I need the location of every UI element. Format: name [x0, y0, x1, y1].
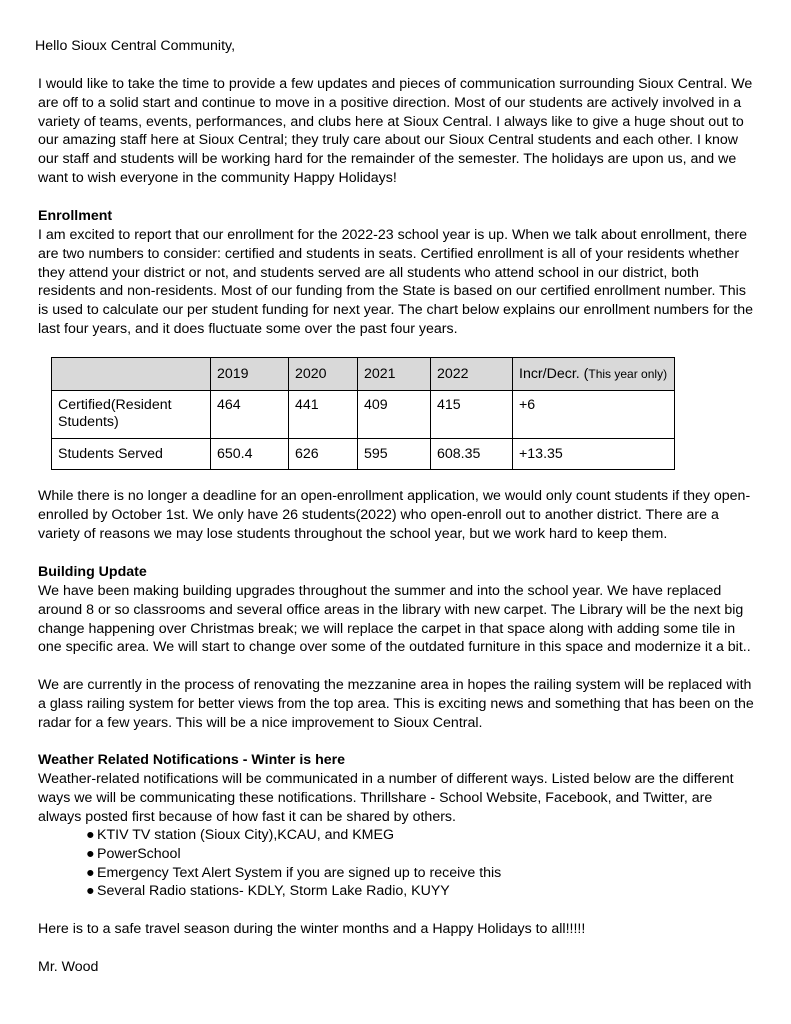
table-cell: +13.35 [513, 439, 675, 470]
table-cell: 441 [289, 391, 358, 439]
list-item [86, 882, 686, 901]
enrollment-paragraph: I am excited to report that our enrollment for the 2022-23 school year is up. When we talk about enrollment, there are two numbers to consider: certified and students in seats. Certified enrollment is all of your residents whether they attend your district or not, and students served are all students who attend school in our district, both residents and non-residents. Most of our funding from the State is based on our certified enrollment number. This is used to calculate our per student funding for next year. The chart below explains our enrollment numbers for the last four years, and it does fluctuate some over the past four years. [38, 227, 754, 337]
enrollment-heading: Enrollment [38, 208, 113, 224]
table-header-cell: 2022 [431, 358, 513, 391]
table-row-label: Certified(Resident Students) [52, 391, 211, 439]
building-paragraph: We have been making building upgrades throughout the summer and into the school year. We have replaced around 8 or so classrooms and several office areas in the library with new carpet. The Library will be the next big change happening over Christmas break; we will replace the carpet in that space along with adding some tile in one specific area. We will start to change over some of the outdated furniture in this space and modernize it a bit.. [38, 583, 751, 656]
table-cell: +6 [513, 391, 675, 439]
table-cell: 595 [358, 439, 431, 470]
list-item [86, 845, 686, 864]
list-item-text: KTIV TV station (Sioux City),KCAU, and KMEG [97, 827, 394, 843]
table-row [52, 439, 675, 470]
building-heading: Building Update [38, 564, 147, 580]
bullet-icon: ● [86, 864, 95, 881]
list-item [86, 864, 686, 883]
weather-paragraph: Weather-related notifications will be communicated in a number of different ways. Listed below are the different ways we will be communicating these notifications. Thrillshare - School Website, Facebook, and Twitter, are always posted first because of how fast it can be shared by others. [38, 771, 734, 825]
signature: Mr. Wood [38, 959, 99, 975]
table-header-row [52, 358, 675, 391]
table-row [52, 391, 675, 439]
notification-list [86, 826, 686, 901]
table-cell: 464 [211, 391, 289, 439]
bullet-icon: ● [86, 883, 95, 900]
table-header-cell [513, 358, 675, 391]
greeting: Hello Sioux Central Community, [35, 38, 236, 54]
list-item-text: PowerSchool [97, 845, 181, 862]
table-row-label: Students Served [52, 439, 211, 470]
list-item-text: Emergency Text Alert System if you are signed up to receive this [97, 864, 502, 881]
table-cell: 626 [289, 439, 358, 470]
closing-paragraph: Here is to a safe travel season during the winter months and a Happy Holidays to all!!!!! [38, 921, 586, 937]
table-header-cell: 2019 [211, 358, 289, 391]
bullet-icon: ● [86, 827, 95, 843]
open-enrollment-paragraph: While there is no longer a deadline for an open-enrollment application, we would only count students if they open-enrolled by October 1st. We only have 26 students(2022) who open-enroll out to another district. There are a variety of reasons we may lose students throughout the school year, but we work hard to keep them. [38, 488, 751, 542]
table-cell: 608.35 [431, 439, 513, 470]
table-cell: 409 [358, 391, 431, 439]
weather-heading: Weather Related Notifications - Winter is here [38, 752, 346, 768]
table-header-cell: 2021 [358, 358, 431, 391]
list-item-text: Several Radio stations- KDLY, Storm Lake Radio, KUYY [97, 883, 450, 900]
table-cell: 415 [431, 391, 513, 439]
change-header-main: Incr/Decr. ( [519, 365, 589, 382]
intro-paragraph: I would like to take the time to provide a few updates and pieces of communication surrounding Sioux Central. We are off to a solid start and continue to move in a positive direction. Most of our students are actively involved in a variety of teams, events, performances, and clubs here at Sioux Central. I always like to give a huge shout out to our amazing staff here at Sioux Central; they truly care about our Sioux Central students and each other. I know our staff and students will be working hard for the remainder of the semester. The holidays are upon us, and we want to wish everyone in the community Happy Holidays! [38, 76, 753, 186]
list-item [86, 826, 686, 845]
table-header-cell [52, 358, 211, 391]
bullet-icon: ● [86, 845, 95, 862]
table-header-cell: 2020 [289, 358, 358, 391]
enrollment-table [51, 357, 675, 470]
table-cell: 650.4 [211, 439, 289, 470]
change-header-small: This year only) [588, 366, 668, 381]
mezzanine-paragraph: We are currently in the process of renovating the mezzanine area in hopes the railing system will be replaced with a glass railing system for better views from the top area. This is exciting news and something that has been on the radar for a few years. This will be a nice improvement to Sioux Central. [38, 677, 754, 731]
